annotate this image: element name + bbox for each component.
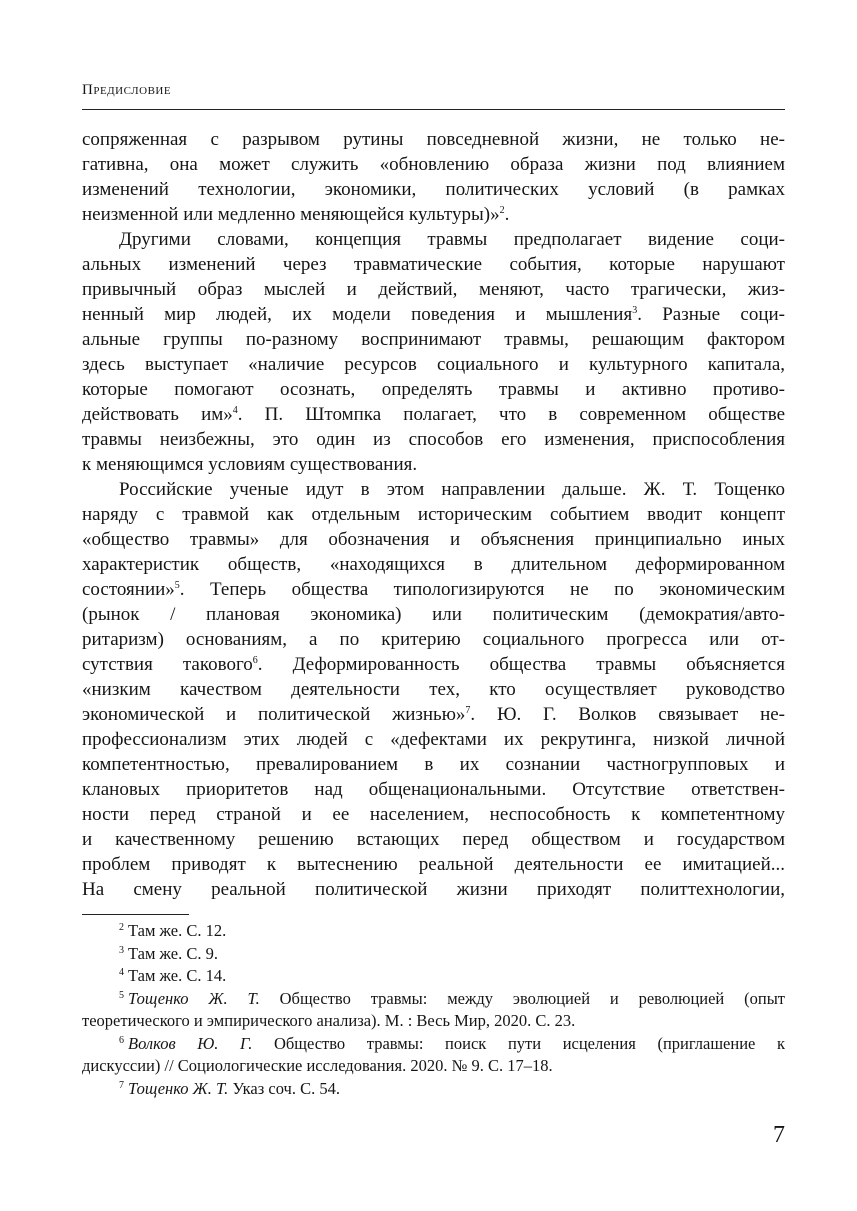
text-line	[82, 452, 785, 477]
header-rule	[82, 109, 785, 110]
text-run: к меняющимся условиям существования.	[82, 454, 418, 475]
text-line	[82, 352, 785, 377]
text-run: альных изменений через травматические события, которые нарушают	[82, 254, 785, 275]
text-line	[82, 602, 785, 627]
footnote-marker: 5	[119, 989, 124, 1001]
footnote-marker: 7	[119, 1079, 124, 1091]
text-line	[82, 702, 785, 727]
text-run: клановых приоритетов над общенациональными. Отсутствие ответствен-	[82, 779, 785, 800]
footnote-marker: 7	[465, 705, 471, 716]
text-run: альные группы по-разному воспринимают травмы, решающим фактором	[82, 329, 785, 350]
text-line	[82, 677, 785, 702]
footnote-marker: 3	[119, 944, 124, 956]
text-run: проблем приводят к вытеснению реальной деятельности ее имитацией...	[82, 854, 785, 875]
text-run: дискуссии) // Социологические исследования. 2020. № 9. С. 17–18.	[82, 1056, 553, 1075]
footnote-line	[82, 1055, 785, 1078]
text-line	[82, 752, 785, 777]
text-run: «общество травмы» для обозначения и объяснения принципиально иных	[82, 529, 785, 550]
footnote-marker: 4	[119, 967, 124, 978]
footnote-line	[82, 943, 785, 966]
text-run: изменений технологии, экономики, политических условий (в рамках	[82, 179, 785, 200]
footnote-line	[82, 965, 785, 988]
text-run: сутствия такового	[82, 654, 253, 675]
footnote-marker: 6	[119, 1034, 124, 1046]
text-line	[82, 577, 785, 602]
text-run: . Деформированность общества травмы объясняется	[257, 654, 785, 675]
footnote-marker: 5	[174, 580, 180, 591]
text-line	[82, 327, 785, 352]
footnote-line	[82, 1033, 785, 1056]
text-run: характеристик обществ, «находящихся в длительном деформированном	[82, 554, 785, 575]
text-line	[82, 777, 785, 802]
footnote-marker: 4	[232, 405, 238, 416]
text-run: «низким качеством деятельности тех, кто осуществляет руководство	[82, 679, 785, 700]
text-line	[82, 852, 785, 877]
text-line	[82, 277, 785, 302]
text-run: . П. Штомпка полагает, что в современном обществе	[237, 404, 785, 425]
text-run: ритаризм) основаниям, а по критерию социального прогресса или от-	[82, 629, 785, 650]
text-run: экономической и политической жизнью»	[82, 704, 466, 725]
text-line	[82, 552, 785, 577]
footnote-marker: 6	[252, 655, 258, 666]
text-line	[82, 652, 785, 677]
text-run: Там же. С. 12.	[128, 921, 227, 940]
text-run: На смену реальной политической жизни приходят политтехнологии,	[82, 879, 785, 900]
text-line	[82, 502, 785, 527]
text-run: . Теперь общества типологизируются не по экономическим	[179, 579, 785, 600]
text-run: Российские ученые идут в этом направлении дальше. Ж. Т. Тощенко	[119, 479, 785, 500]
footnote-marker: 3	[632, 305, 638, 316]
text-run: травмы неизбежны, это один из способов его изменения, приспособления	[82, 429, 785, 450]
footnote-line	[82, 920, 785, 943]
footnote-line	[82, 1078, 785, 1101]
text-run: . Разные соци-	[637, 304, 786, 325]
text-line	[82, 177, 785, 202]
text-line	[82, 802, 785, 827]
author-name: Тощенко Ж. Т.	[128, 988, 260, 1008]
text-line	[82, 152, 785, 177]
text-run: Общество травмы: поиск пути исцеления (приглашение к	[252, 1033, 786, 1053]
footnotes	[82, 920, 785, 1100]
text-run: сопряженная с разрывом рутины повседневной жизни, не только не-	[82, 129, 785, 150]
text-run: здесь выступает «наличие ресурсов социального и культурного капитала,	[82, 354, 785, 375]
body-text	[82, 127, 785, 902]
text-line	[82, 302, 785, 327]
footnote-line	[82, 1010, 785, 1033]
text-line	[82, 527, 785, 552]
text-line	[82, 202, 785, 227]
text-line	[82, 877, 785, 902]
text-run: ности перед страной и ее населением, неспособность к компетентному	[82, 804, 785, 825]
text-run: . Ю. Г. Волков связывает не-	[470, 704, 785, 725]
text-line	[82, 827, 785, 852]
text-run: которые помогают осознать, определять травмы и активно противо-	[82, 379, 785, 400]
text-run: наряду с травмой как отдельным историческим событием вводит концепт	[82, 504, 785, 525]
text-run: неизменной или медленно меняющейся культуры)»	[82, 204, 500, 225]
author-name: Волков Ю. Г.	[128, 1033, 253, 1053]
text-run: Общество травмы: между эволюцией и революцией (опыт	[259, 988, 785, 1008]
text-line	[82, 127, 785, 152]
text-run: Там же. С. 9.	[128, 943, 218, 963]
text-line	[82, 377, 785, 402]
text-run: (рынок / плановая экономика) или политическим (демократия/авто-	[82, 604, 785, 625]
footnote-marker: 2	[499, 205, 505, 216]
text-line	[82, 227, 785, 252]
text-run: гативна, она может служить «обновлению образа жизни под влиянием	[82, 154, 785, 175]
text-line	[82, 427, 785, 452]
text-run: и качественному решению встающих перед обществом и государством	[82, 829, 785, 850]
text-run: теоретического и эмпирического анализа). М. : Весь Мир, 2020. С. 23.	[82, 1011, 576, 1030]
footnote-separator	[82, 914, 189, 915]
text-run: состоянии»	[82, 579, 175, 600]
text-run: .	[504, 204, 510, 225]
footnote-line	[82, 988, 785, 1011]
text-run: Указ соч. С. 54.	[228, 1078, 340, 1098]
text-run: привычный образ мыслей и действий, меняют, часто трагически, жиз-	[82, 279, 785, 300]
text-line	[82, 627, 785, 652]
text-run: Там же. С. 14.	[128, 966, 227, 985]
footnote-marker: 2	[119, 922, 124, 933]
page-number: 7	[773, 1122, 785, 1148]
text-line	[82, 402, 785, 427]
text-line	[82, 477, 785, 502]
text-line	[82, 252, 785, 277]
text-line	[82, 727, 785, 752]
text-run: ненный мир людей, их модели поведения и мышления	[82, 304, 633, 325]
author-name: Тощенко Ж. Т.	[128, 1078, 229, 1098]
running-header: Предисловие	[82, 82, 172, 98]
text-run: профессионализм этих людей с «дефектами их рекрутинга, низкой личной	[82, 729, 785, 750]
text-run: Другими словами, концепция травмы предполагает видение соци-	[119, 229, 785, 250]
text-run: действовать им»	[82, 404, 233, 425]
text-run: компетентностью, превалированием в их сознании частногрупповых и	[82, 754, 785, 775]
